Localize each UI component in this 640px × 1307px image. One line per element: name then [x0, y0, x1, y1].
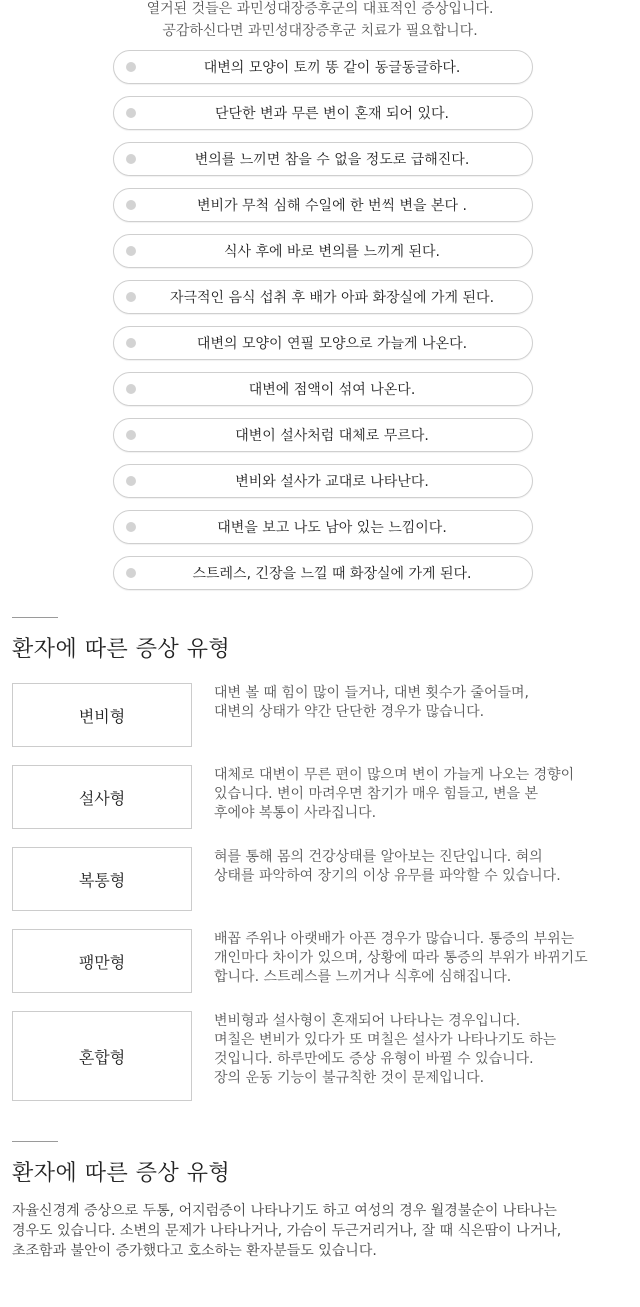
summary-paragraph	[12, 1201, 628, 1261]
radio-dot-icon[interactable]	[126, 338, 136, 348]
section-divider	[12, 1141, 58, 1142]
summary-line: 경우도 있습니다. 소변의 문제가 나타나거나, 가슴이 두근거리거나, 잘 때 식은땀이 나거나,	[12, 1223, 562, 1239]
description-line: 대체로 대변이 무른 편이 많으며 변이 가늘게 나오는 경향이	[214, 767, 575, 783]
section-title: 환자에 따른 증상 유형	[12, 637, 231, 662]
checklist-item-label: 대변을 보고 나도 남아 있는 느낌이다.	[217, 520, 447, 536]
checklist-item-label: 단단한 변과 무른 변이 혼재 되어 있다.	[214, 106, 449, 122]
checklist-item[interactable]	[113, 418, 533, 452]
summary-line: 자율신경계 증상으로 두통, 어지럼증이 나타나기도 하고 여성의 경우 월경불순이 나타나는	[12, 1203, 557, 1219]
autonomic-symptoms-section	[0, 1141, 640, 1261]
checklist-item-label: 자극적인 음식 섭취 후 배가 아파 화장실에 가게 된다.	[169, 290, 495, 306]
radio-dot-icon[interactable]	[126, 246, 136, 256]
checklist-item-label: 변비가 무척 심해 수일에 한 번씩 변을 본다 .	[197, 198, 467, 214]
description-line: 것입니다. 하루만에도 증상 유형이 바뀔 수 있습니다.	[214, 1051, 534, 1067]
checklist-item-label: 변비와 설사가 교대로 나타난다.	[235, 474, 429, 490]
checklist-item[interactable]	[113, 326, 533, 360]
checklist-item[interactable]	[113, 464, 533, 498]
type-description	[214, 929, 624, 987]
symptom-types-section	[0, 617, 640, 1101]
description-line: 변비형과 설사형이 혼재되어 나타나는 경우입니다.	[214, 1013, 521, 1029]
radio-dot-icon[interactable]	[126, 154, 136, 164]
checklist-item[interactable]	[113, 556, 533, 590]
checklist-item[interactable]	[113, 188, 533, 222]
symptom-type-row	[12, 683, 640, 747]
symptom-type-row	[12, 1011, 640, 1101]
checklist-item[interactable]	[113, 372, 533, 406]
checklist-item[interactable]	[113, 96, 533, 130]
description-line: 대변 볼 때 힘이 많이 들거나, 대변 횟수가 줄어들며,	[214, 685, 529, 701]
intro-text	[0, 0, 640, 42]
description-line: 있습니다. 변이 마려우면 참기가 매우 힘들고, 변을 본	[214, 786, 539, 802]
radio-dot-icon[interactable]	[126, 62, 136, 72]
checklist-item[interactable]	[113, 510, 533, 544]
type-description	[214, 683, 624, 722]
checklist-item-label: 스트레스, 긴장을 느낄 때 화장실에 가게 된다.	[192, 566, 472, 582]
description-line: 혀를 통해 몸의 건강상태를 알아보는 진단입니다. 혀의	[214, 849, 543, 865]
symptom-type-row	[12, 765, 640, 829]
type-label-box	[12, 847, 192, 911]
type-name: 변비형	[78, 706, 126, 726]
summary-line: 초조함과 불안이 증가했다고 호소하는 환자분들도 있습니다.	[12, 1243, 377, 1259]
checklist-item[interactable]	[113, 234, 533, 268]
type-label-box	[12, 929, 192, 993]
checklist-item[interactable]	[113, 142, 533, 176]
description-line: 개인마다 차이가 있으며, 상황에 따라 통증의 부위가 바뀌기도	[214, 950, 588, 966]
description-line: 며칠은 변비가 있다가 또 며칠은 설사가 나타나기도 하는	[214, 1032, 557, 1048]
symptom-checklist	[0, 50, 640, 590]
checklist-item-label: 식사 후에 바로 변의를 느끼게 된다.	[223, 244, 441, 260]
intro-line-1: 열거된 것들은 과민성대장증후군의 대표적인 증상입니다.	[146, 1, 494, 17]
radio-dot-icon[interactable]	[126, 522, 136, 532]
checklist-item-label: 대변에 점액이 섞여 나온다.	[248, 382, 416, 398]
radio-dot-icon[interactable]	[126, 108, 136, 118]
type-description	[214, 1011, 624, 1088]
type-name: 팽만형	[78, 952, 126, 972]
type-name: 복통형	[78, 870, 126, 890]
checklist-item-label: 변의를 느끼면 참을 수 없을 정도로 급해진다.	[194, 152, 470, 168]
radio-dot-icon[interactable]	[126, 476, 136, 486]
symptom-type-row	[12, 847, 640, 911]
description-line: 후에야 복통이 사라집니다.	[214, 805, 377, 821]
description-line: 대변의 상태가 약간 단단한 경우가 많습니다.	[214, 704, 485, 720]
checklist-item[interactable]	[113, 50, 533, 84]
symptom-type-row	[12, 929, 640, 993]
type-name: 설사형	[78, 788, 126, 808]
checklist-item-label: 대변이 설사처럼 대체로 무르다.	[235, 428, 429, 444]
section-divider	[12, 617, 58, 618]
type-label-box	[12, 765, 192, 829]
checklist-item-label: 대변의 모양이 연필 모양으로 가늘게 나온다.	[196, 336, 468, 352]
radio-dot-icon[interactable]	[126, 568, 136, 578]
description-line: 배꼽 주위나 아랫배가 아픈 경우가 많습니다. 통증의 부위는	[214, 931, 575, 947]
section-title: 환자에 따른 증상 유형	[12, 1161, 231, 1186]
intro-line-2: 공감하신다면 과민성대장증후군 치료가 필요합니다.	[162, 23, 478, 39]
description-line: 상태를 파악하여 장기의 이상 유무를 파악할 수 있습니다.	[214, 868, 561, 884]
radio-dot-icon[interactable]	[126, 430, 136, 440]
type-description	[214, 765, 624, 823]
radio-dot-icon[interactable]	[126, 200, 136, 210]
type-label-box	[12, 683, 192, 747]
checklist-item-label: 대변의 모양이 토끼 똥 같이 동글동글하다.	[203, 60, 461, 76]
type-description	[214, 847, 624, 886]
type-label-box	[12, 1011, 192, 1101]
description-line: 장의 운동 기능이 불규칙한 것이 문제입니다.	[214, 1070, 485, 1086]
radio-dot-icon[interactable]	[126, 292, 136, 302]
description-line: 합니다. 스트레스를 느끼거나 식후에 심해집니다.	[214, 969, 512, 985]
symptom-type-list	[0, 683, 640, 1101]
checklist-item[interactable]	[113, 280, 533, 314]
type-name: 혼합형	[78, 1047, 126, 1067]
radio-dot-icon[interactable]	[126, 384, 136, 394]
